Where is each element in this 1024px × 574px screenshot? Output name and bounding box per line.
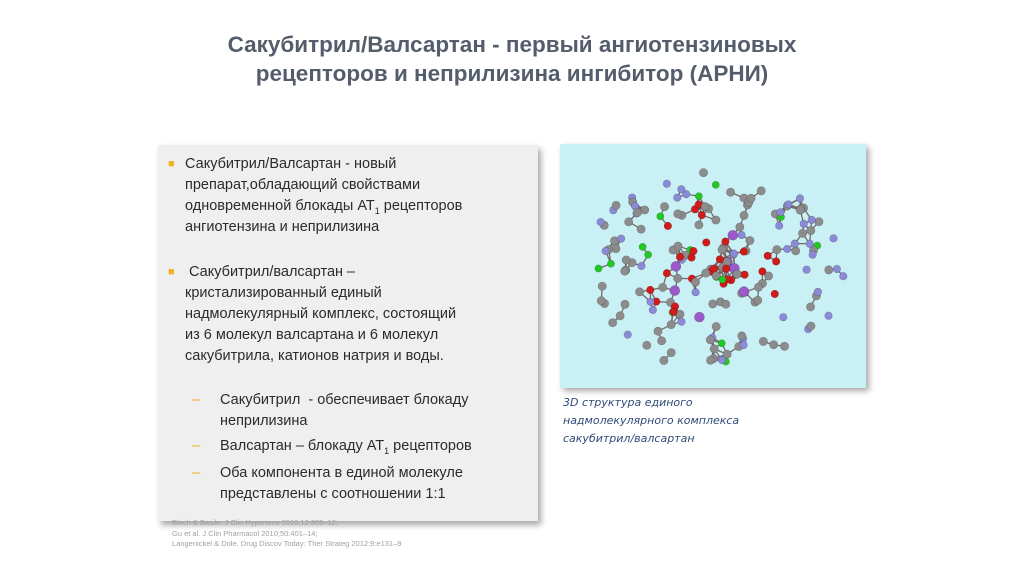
bullet-1-line-2: препарат,обладающий свойствами [185,177,421,193]
atom [616,312,624,320]
atom [830,235,838,243]
atom [657,337,665,345]
atoms [595,168,847,365]
reference-1: Bloch & Basile. J Clin Hypertens 2010;12:809–12; [172,518,338,527]
atom [775,222,783,230]
atom [706,336,714,344]
bullet-marker-icon: ■ [168,266,175,278]
atom [624,331,632,339]
atom [783,245,791,253]
atom [792,247,800,255]
atom [699,168,707,176]
atom [764,252,772,260]
atom [674,210,682,218]
dash-marker-icon: – [192,465,201,481]
atom [676,253,684,261]
molecule-3d-structure-image [560,144,866,388]
image-caption [563,394,823,448]
atom [718,340,725,347]
atom [746,236,754,244]
atom [645,251,652,258]
atom [769,341,777,349]
atom [780,342,788,350]
atom [757,187,765,195]
atom [726,188,734,196]
atom [785,201,793,209]
atom [759,337,767,345]
atom [595,265,602,272]
atom [740,248,748,256]
atom [728,230,738,240]
atom [621,300,629,308]
atom [754,283,762,291]
atom [738,231,746,239]
atom [800,220,808,228]
atom [691,278,699,286]
atom [809,251,817,259]
atom [694,312,704,322]
atom [825,312,833,320]
atom [678,186,686,194]
atom [702,239,710,247]
atom [670,308,678,316]
bullet-1-line-1: Сакубитрил/Валсартан - новый [185,156,397,172]
atom [779,313,787,321]
atom [638,262,646,270]
caption-line-2: надмолекулярного комплекса [563,414,740,427]
atom [698,211,706,219]
atom [808,216,816,224]
atom [657,213,664,220]
atom [712,322,720,330]
atom [612,201,620,209]
caption-line-1: 3D структура единого [563,396,693,409]
atom [798,229,806,237]
atom [673,194,681,202]
atom [667,348,675,356]
atom [814,288,822,296]
sub-bullet-3-line-2: представлены с соотношении 1:1 [220,486,446,502]
atom [633,208,641,216]
dash-marker-icon: – [192,438,201,454]
atom [607,260,614,267]
atom [701,202,709,210]
reference-2: Gu et al. J Clin Pharmacol 2010;50:401–14; [172,528,318,538]
atom [670,286,680,296]
atom [719,276,726,283]
atom [807,226,815,234]
atom [706,356,714,364]
atom [807,322,815,330]
atom [716,256,724,264]
atom [773,245,781,253]
atom [738,332,746,340]
atom [722,238,730,246]
atom [647,298,655,306]
molecule-icon [560,144,866,388]
atom [796,206,804,214]
atom [654,327,662,335]
atom [617,235,625,243]
dash-marker-icon: – [192,392,201,408]
atom [754,296,762,304]
atom [690,247,698,255]
bullet-1-line-4: ангиотензина и неприлизина [185,219,380,235]
atom [747,194,755,202]
atom [678,318,686,326]
atom [718,245,726,253]
atom [736,223,744,231]
atom [643,341,651,349]
atom [646,286,654,294]
atom [772,258,780,266]
atom [815,217,823,225]
sub-bullet-1-line-2: неприлизина [220,413,308,429]
atom [597,297,605,305]
atom [733,270,741,278]
atom [771,290,779,298]
atom [709,300,717,308]
atom [635,288,643,296]
text-panel [158,145,538,521]
atom [621,267,629,275]
bullet-2-line-4: из 6 молекул валсартана и 6 молекул [185,327,439,343]
bullet-2-line-1: Сакубитрил/валсартан – [185,264,356,280]
bullet-marker-icon: ■ [168,158,175,170]
atom [710,265,718,273]
sub-bullet-1-line-1: Сакубитрил - обеспечивает блокаду [220,392,469,408]
atom [663,269,671,277]
bullet-2-text [185,262,535,367]
atom [791,240,799,248]
atom [740,341,748,349]
atom [825,266,833,274]
atom [639,243,646,250]
atom [663,180,671,188]
reference-3: Langenickel & Dole. Drug Discov Today: Ther Strateg 2012;9:e131–9 [172,539,402,548]
bullet-1-line-3: одновременной блокады $АТ_1$ рецепторов [185,198,463,216]
atom [722,265,730,273]
atom [608,319,616,327]
atom [712,216,720,224]
atom [622,256,630,264]
atom [839,272,847,280]
atom [659,283,667,291]
atom [740,211,748,219]
atom [664,222,672,230]
atom [637,225,645,233]
atom [695,221,703,229]
sub-bullet-3-line-1: Оба компонента в единой молекуле [220,465,463,481]
title-line-2: рецепторов и неприлизина ингибитор (АРНИ) [255,61,769,86]
atom [667,320,675,328]
atom [730,250,738,258]
atom [710,345,718,353]
atom [625,218,633,226]
atom [806,303,814,311]
atom [777,208,785,216]
atom [674,274,682,282]
bullet-2-line-3: надмолекулярный комплекс, состоящий [185,306,457,322]
title-line-1: Сакубитрил/Валсартан - первый ангиотензиновых [227,32,797,57]
atom [597,218,605,226]
atom [712,181,719,188]
atom [739,287,749,297]
sub-bullet-2-line-1: Валсартан – блокаду $АТ_1$ рецепторов [220,438,472,456]
atom [660,202,668,210]
atom [723,350,731,358]
bullet-2-line-5: сакубитрила, катионов натрия и воды. [185,348,444,364]
slide-title [0,30,1024,88]
atom [833,265,841,273]
atom [796,195,804,203]
bullet-1-text [185,154,535,238]
references [172,518,401,550]
atom [764,272,772,280]
atom [649,306,657,314]
caption-line-3: сакубитрил/валсартан [563,432,695,445]
atom [803,266,811,274]
atom [722,300,730,308]
atom [602,247,610,255]
bullet-2-line-2: кристализированный единый [185,285,382,301]
atom [674,242,682,250]
atom [660,356,668,364]
atom [692,288,700,296]
atom [598,282,606,290]
atom [702,269,710,277]
atom [695,193,702,200]
atom [741,271,749,279]
